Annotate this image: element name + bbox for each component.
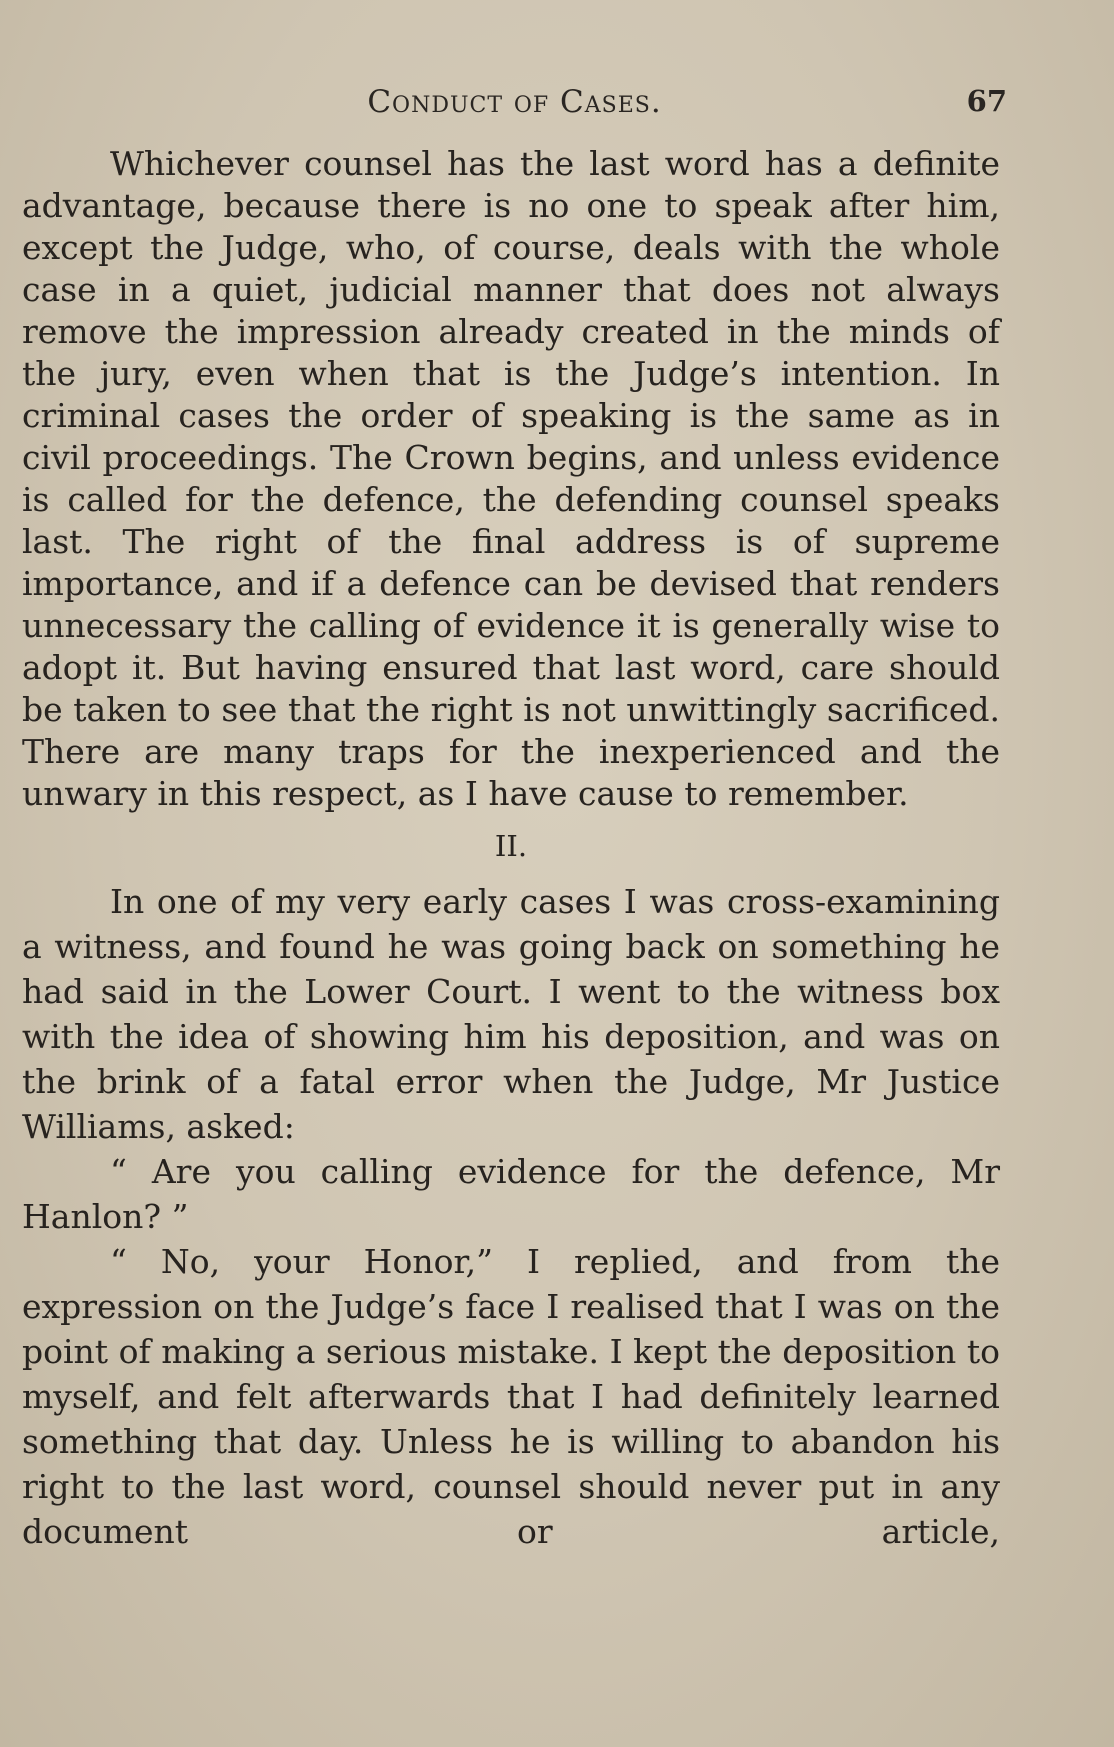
paragraph-reply: “ No, your Honor,” I replied, and from the expression on the Judge’s face I realised that I was on the point of making a serious mistake. I kept the deposition to myself, and felt afterwards that I had definitely learned something that day. Unless he is willing to abandon his right to the last word, counsel should never put in any document or article, [22,1242,1000,1551]
paragraph-last-word-advantage: Whichever counsel has the last word has a definite advantage, because there is no one to speak after him, except the Judge, who, of course, deals with the whole case in a quiet, judicial manner that does not always remove the impression already created in the minds of the jury, even when that is the Judge’s intention. In criminal cases the order of speaking is the same as in civil proceedings. The Crown begins, and unless evidence is called for the defence, the defending counsel speaks last. The right of the final address is of supreme importance, and if a defence can be devised that renders unnecessary the calling of evidence it is generally wise to adopt it. But having ensured that last word, care should be taken to see that the right is not unwittingly sacrificed. There are many traps for the inexperienced and the unwary in this respect, as I have cause to remember. [22,144,1000,813]
paragraph-early-case: In one of my very early cases I was cross-examining a witness, and found he was going back on something he had said in the Lower Court. I went to the witness box with the idea of showing him his deposition, and was on the brink of a fatal error when the Judge, Mr Justice Williams, asked: [22,882,1000,1146]
page-number: 67 [966,84,1007,118]
body-text [22,143,1000,1554]
running-head: Conduct of Cases. [367,84,662,120]
section-number: II. [494,829,528,863]
page-header [22,84,1007,128]
paragraph-judge-question: “ Are you calling evidence for the defence, Mr Hanlon? ” [22,1152,1000,1236]
